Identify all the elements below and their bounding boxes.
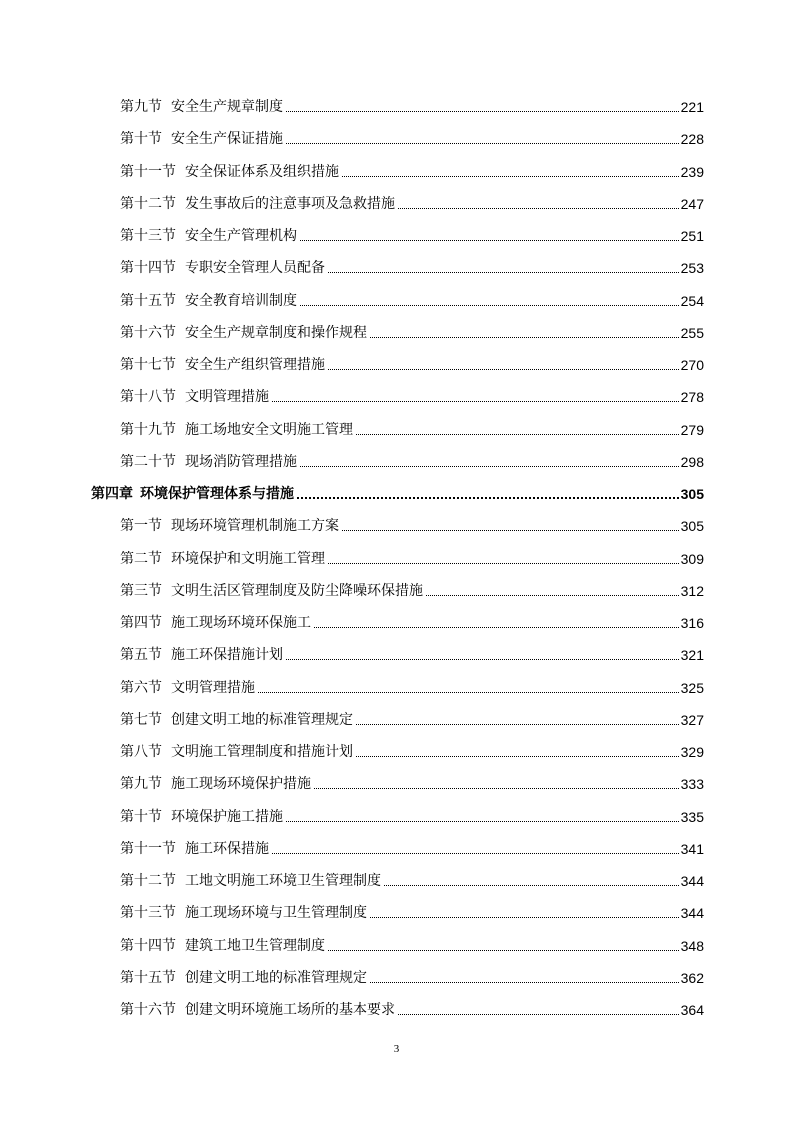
toc-section-entry[interactable]: [0, 768, 793, 800]
toc-entry-title: 环境保护和文明施工管理: [171, 550, 325, 567]
toc-dot-leader: [370, 324, 679, 342]
toc-entry-title: 发生事故后的注意事项及急救措施: [185, 195, 395, 212]
toc-entry-title: 文明生活区管理制度及防尘降噪环保措施: [171, 582, 423, 599]
toc-entry-page: 309: [680, 550, 704, 567]
toc-chapter-entry[interactable]: [0, 478, 793, 510]
toc-entry-number: 第十五节: [120, 969, 176, 986]
toc-entry-title: 安全教育培训制度: [185, 292, 297, 309]
toc-entry-page: 239: [680, 163, 704, 180]
toc-entry-title: 安全生产规章制度和操作规程: [185, 324, 367, 341]
toc-entry-number: 第十一节: [120, 840, 176, 857]
toc-entry-title: 文明管理措施: [171, 679, 255, 696]
toc-entry-page: 316: [680, 615, 704, 632]
table-of-contents: [0, 91, 793, 1026]
toc-dot-leader: [286, 130, 679, 148]
toc-entry-title: 创建文明工地的标准管理规定: [185, 969, 367, 986]
toc-section-entry[interactable]: [0, 349, 793, 381]
toc-entry-number: 第十三节: [120, 905, 176, 922]
toc-entry-number: 第十八节: [120, 389, 176, 406]
toc-entry-page: 251: [680, 228, 704, 245]
toc-entry-page: 344: [680, 873, 704, 890]
toc-entry-title: 施工环保措施: [185, 840, 269, 857]
toc-entry-number: 第十节: [120, 131, 162, 148]
toc-dot-leader: [328, 550, 679, 568]
toc-entry-page: 321: [680, 647, 704, 664]
toc-entry-page: 278: [680, 389, 704, 406]
toc-entry-title: 创建文明工地的标准管理规定: [171, 711, 353, 728]
toc-entry-page: 362: [680, 969, 704, 986]
toc-entry-title: 创建文明环境施工场所的基本要求: [185, 1002, 395, 1019]
toc-entry-number: 第二十节: [120, 453, 176, 470]
toc-dot-leader: [258, 679, 679, 697]
toc-dot-leader: [356, 743, 679, 761]
toc-dot-leader: [370, 969, 679, 987]
toc-dot-leader: [286, 98, 679, 116]
toc-dot-leader: [328, 356, 679, 374]
toc-entry-title: 安全生产管理机构: [185, 228, 297, 245]
toc-dot-leader: [342, 163, 679, 181]
toc-entry-number: 第九节: [120, 776, 162, 793]
toc-entry-page: 228: [680, 131, 704, 148]
toc-section-entry[interactable]: [0, 220, 793, 252]
toc-dot-leader: [314, 775, 679, 793]
toc-entry-number: 第十二节: [120, 195, 176, 212]
toc-entry-number: 第十六节: [120, 324, 176, 341]
toc-dot-leader: [356, 711, 679, 729]
toc-entry-title: 安全生产保证措施: [171, 131, 283, 148]
toc-entry-number: 第八节: [120, 744, 162, 761]
toc-dot-leader: [300, 453, 679, 471]
toc-entry-page: 325: [680, 679, 704, 696]
toc-entry-page: 341: [680, 840, 704, 857]
toc-section-entry[interactable]: [0, 607, 793, 639]
toc-section-entry[interactable]: [0, 897, 793, 929]
toc-section-entry[interactable]: [0, 381, 793, 413]
toc-entry-title: 环境保护施工措施: [171, 808, 283, 825]
toc-section-entry[interactable]: [0, 543, 793, 575]
toc-entry-number: 第十三节: [120, 228, 176, 245]
toc-entry-page: 312: [680, 582, 704, 599]
toc-section-entry[interactable]: [0, 704, 793, 736]
toc-dot-leader: [384, 872, 679, 890]
toc-entry-title: 建筑工地卫生管理制度: [185, 937, 325, 954]
toc-dot-leader: [342, 517, 679, 535]
toc-entry-number: 第四章: [91, 486, 133, 503]
toc-entry-title: 施工环保措施计划: [171, 647, 283, 664]
toc-entry-page: 279: [680, 421, 704, 438]
toc-dot-leader: [356, 421, 679, 439]
toc-entry-title: 文明管理措施: [185, 389, 269, 406]
toc-entry-number: 第十四节: [120, 260, 176, 277]
toc-entry-number: 第四节: [120, 615, 162, 632]
toc-dot-leader: [370, 904, 679, 922]
toc-entry-page: 364: [680, 1002, 704, 1019]
toc-dot-leader: [328, 937, 679, 955]
toc-entry-page: 253: [680, 260, 704, 277]
toc-section-entry[interactable]: [0, 252, 793, 284]
toc-section-entry[interactable]: [0, 639, 793, 671]
toc-section-entry[interactable]: [0, 414, 793, 446]
toc-section-entry[interactable]: [0, 510, 793, 542]
toc-entry-number: 第五节: [120, 647, 162, 664]
toc-entry-page: 254: [680, 292, 704, 309]
toc-entry-number: 第一节: [120, 518, 162, 535]
toc-section-entry[interactable]: [0, 736, 793, 768]
toc-entry-number: 第七节: [120, 711, 162, 728]
toc-entry-title: 专职安全管理人员配备: [185, 260, 325, 277]
toc-entry-number: 第十一节: [120, 163, 176, 180]
page-number: 3: [393, 1043, 400, 1055]
toc-entry-number: 第十七节: [120, 357, 176, 374]
toc-entry-title: 现场消防管理措施: [185, 453, 297, 470]
toc-dot-leader: [272, 840, 679, 858]
toc-section-entry[interactable]: [0, 123, 793, 155]
toc-entry-title: 施工现场环境环保施工: [171, 615, 311, 632]
toc-entry-page: 270: [680, 357, 704, 374]
toc-section-entry[interactable]: [0, 188, 793, 220]
toc-entry-title: 安全生产规章制度: [171, 99, 283, 116]
toc-entry-number: 第十四节: [120, 937, 176, 954]
toc-dot-leader: [328, 259, 679, 277]
toc-entry-title: 工地文明施工环境卫生管理制度: [185, 873, 381, 890]
toc-dot-leader: [426, 582, 679, 600]
toc-entry-number: 第十节: [120, 808, 162, 825]
toc-dot-leader: [286, 646, 679, 664]
toc-section-entry[interactable]: [0, 833, 793, 865]
toc-entry-page: 247: [680, 195, 704, 212]
toc-entry-number: 第三节: [120, 582, 162, 599]
toc-entry-number: 第十六节: [120, 1002, 176, 1019]
toc-entry-page: 298: [680, 453, 704, 470]
toc-section-entry[interactable]: [0, 672, 793, 704]
toc-entry-title: 安全保证体系及组织措施: [185, 163, 339, 180]
toc-entry-title: 文明施工管理制度和措施计划: [171, 744, 353, 761]
toc-section-entry[interactable]: [0, 156, 793, 188]
toc-section-entry[interactable]: [0, 962, 793, 994]
toc-section-entry[interactable]: [0, 930, 793, 962]
toc-dot-leader: [300, 292, 679, 310]
toc-dot-leader: [314, 614, 679, 632]
toc-entry-number: 第十五节: [120, 292, 176, 309]
toc-entry-number: 第二节: [120, 550, 162, 567]
toc-entry-page: 305: [680, 486, 704, 503]
toc-dot-leader: [297, 485, 679, 503]
toc-section-entry[interactable]: [0, 575, 793, 607]
toc-entry-page: 335: [680, 808, 704, 825]
toc-entry-title: 施工现场环境保护措施: [171, 776, 311, 793]
toc-entry-number: 第九节: [120, 99, 162, 116]
toc-entry-title: 施工现场环境与卫生管理制度: [185, 905, 367, 922]
toc-section-entry[interactable]: [0, 994, 793, 1026]
toc-entry-title: 施工场地安全文明施工管理: [185, 421, 353, 438]
toc-section-entry[interactable]: [0, 865, 793, 897]
toc-section-entry[interactable]: [0, 317, 793, 349]
toc-section-entry[interactable]: [0, 801, 793, 833]
toc-section-entry[interactable]: [0, 285, 793, 317]
toc-section-entry[interactable]: [0, 91, 793, 123]
toc-entry-number: 第十九节: [120, 421, 176, 438]
toc-entry-page: 333: [680, 776, 704, 793]
toc-entry-page: 221: [680, 99, 704, 116]
toc-entry-title: 环境保护管理体系与措施: [140, 486, 294, 503]
toc-entry-page: 329: [680, 744, 704, 761]
toc-entry-page: 255: [680, 324, 704, 341]
toc-entry-number: 第六节: [120, 679, 162, 696]
toc-dot-leader: [398, 195, 679, 213]
toc-entry-page: 348: [680, 937, 704, 954]
toc-entry-title: 现场环境管理机制施工方案: [171, 518, 339, 535]
toc-dot-leader: [398, 1001, 679, 1019]
toc-dot-leader: [300, 227, 679, 245]
toc-entry-title: 安全生产组织管理措施: [185, 357, 325, 374]
toc-dot-leader: [272, 388, 679, 406]
toc-section-entry[interactable]: [0, 446, 793, 478]
toc-dot-leader: [286, 808, 679, 826]
toc-entry-page: 344: [680, 905, 704, 922]
toc-entry-number: 第十二节: [120, 873, 176, 890]
toc-entry-page: 305: [680, 518, 704, 535]
toc-entry-page: 327: [680, 711, 704, 728]
